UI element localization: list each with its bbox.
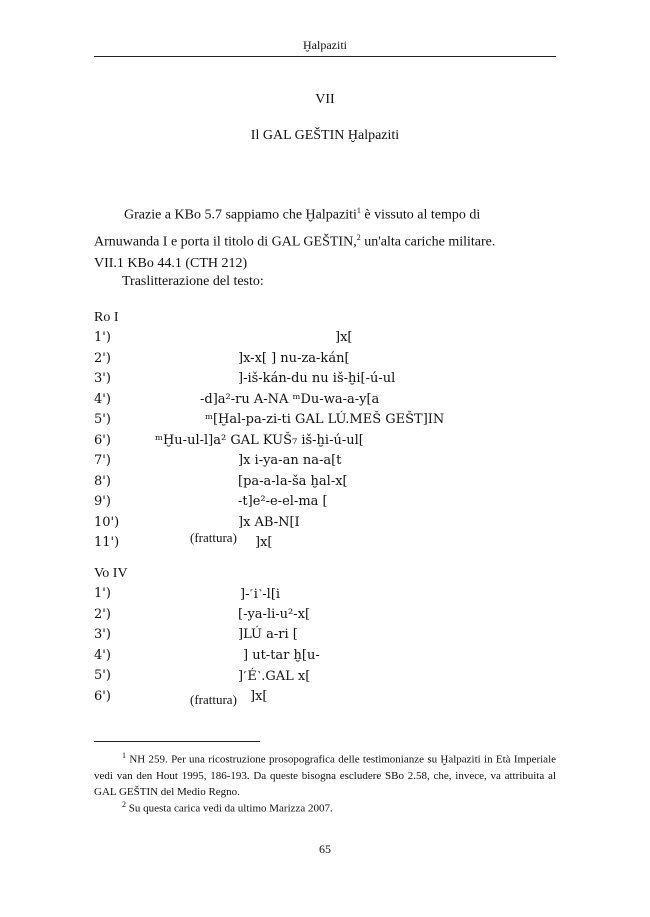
- obverse-line-text: ]x-x[ ] nu-za-kán[: [238, 350, 350, 366]
- intro-line-1: Grazie a KBo 5.7 sappiamo che Ḫalpaziti$^1$ è vissuto al tempo di: [124, 206, 481, 223]
- reverse-line-number: 4'): [94, 647, 111, 663]
- obverse-line-number: 10'): [94, 514, 120, 530]
- reverse-line-text: ]˹É˺.GAL x[: [238, 669, 311, 684]
- reverse-line-number: 5'): [94, 668, 111, 683]
- obverse-line-text: ]x AB-N[I: [238, 514, 300, 530]
- reverse-break: (frattura): [190, 692, 237, 707]
- obverse-line-text: ]x[: [255, 535, 273, 550]
- obverse-line-number: 7'): [94, 453, 111, 468]
- obverse-line-text: ]-iš-kán-du nu iš-ḫi[-ú-ul: [238, 371, 396, 386]
- obverse-line-number: 4'): [94, 391, 111, 407]
- obverse-line-number: 2'): [94, 350, 111, 366]
- footnote-rule: [94, 741, 260, 742]
- obverse-line-number: 5'): [94, 412, 111, 427]
- reverse-label: Vo IV: [94, 566, 128, 581]
- chapter-number: VII: [315, 92, 335, 107]
- page-number: 65: [319, 842, 331, 856]
- obverse-line-text: ᵐ[Ḫal-pa-zi-ti GAL LÚ.MEŠ GEŠT]IN: [205, 412, 445, 427]
- reverse-line-text: ]LÚ a-ri [: [238, 627, 298, 642]
- footnote-ref-2[interactable]: 2: [356, 232, 361, 242]
- obverse-line-text: [pa-a-la-ša ḫal-x[: [238, 473, 348, 489]
- header-rule: [94, 56, 556, 57]
- obverse-break: (frattura): [190, 530, 237, 545]
- obverse-line-number: 9'): [94, 494, 111, 509]
- reverse-line-number: 1'): [94, 586, 111, 601]
- obverse-line-text: ]x[: [335, 330, 353, 345]
- obverse-line-text: ᵐḪu-ul-l]a² GAL KUŠ₇ iš-ḫi-ú-ul[: [155, 432, 364, 448]
- obverse-label: Ro I: [94, 310, 119, 325]
- chapter-title: Il GAL GEŠTIN Ḫalpaziti: [250, 128, 400, 143]
- footnote-2: $^2$ Su questa carica vedi da ultimo Marizza 2007.: [122, 800, 333, 815]
- reverse-line-text: [-ya-li-u²-x[: [238, 606, 311, 622]
- obverse-line-number: 1'): [94, 330, 111, 345]
- obverse-line-number: 3'): [94, 371, 111, 386]
- reverse-line-text: ] ut-tar ḫ[u-: [243, 647, 320, 663]
- obverse-line-text: -t]e²-e-el-ma [: [238, 494, 328, 509]
- running-header: Ḫalpaziti: [303, 38, 347, 52]
- footnote-1: $^1$ NH 259. Per una ricostruzione prosopografica delle testimonianze su Ḫalpaziti in Età Imperiale vedi van den Hout 1995, 186-193. Da queste bisogna escludere SBo 2.58, che, invece, va attribuita al GAL GEŠTIN del Medio Regno.: [94, 751, 557, 798]
- reverse-line-text: ]-˹i˺-l[i: [240, 587, 281, 602]
- reverse-line-number: 6'): [94, 688, 111, 704]
- section-heading: VII.1 KBo 44.1 (CTH 212): [94, 256, 248, 271]
- reverse-line-text: ]x[: [250, 688, 268, 704]
- obverse-line-number: 11'): [94, 535, 120, 550]
- obverse-line-text: -d]a²-ru A-NA ᵐDu-wa-a-y[a: [200, 391, 380, 407]
- obverse-line-number: 6'): [94, 432, 111, 448]
- obverse-line-number: 8'): [94, 473, 111, 489]
- footnote-ref-1[interactable]: 1: [356, 206, 361, 215]
- reverse-line-number: 3'): [94, 627, 111, 642]
- intro-paragraph: [94, 200, 556, 253]
- section-subheading: Traslitterazione del testo:: [122, 274, 264, 289]
- obverse-line-text: ]x i-ya-an na-a[t: [238, 453, 342, 468]
- reverse-line-number: 2'): [94, 606, 111, 622]
- intro-line-2: Arnuwanda I e porta il titolo di GAL GEŠTIN,$^2$ un'alta cariche militare.: [94, 232, 496, 250]
